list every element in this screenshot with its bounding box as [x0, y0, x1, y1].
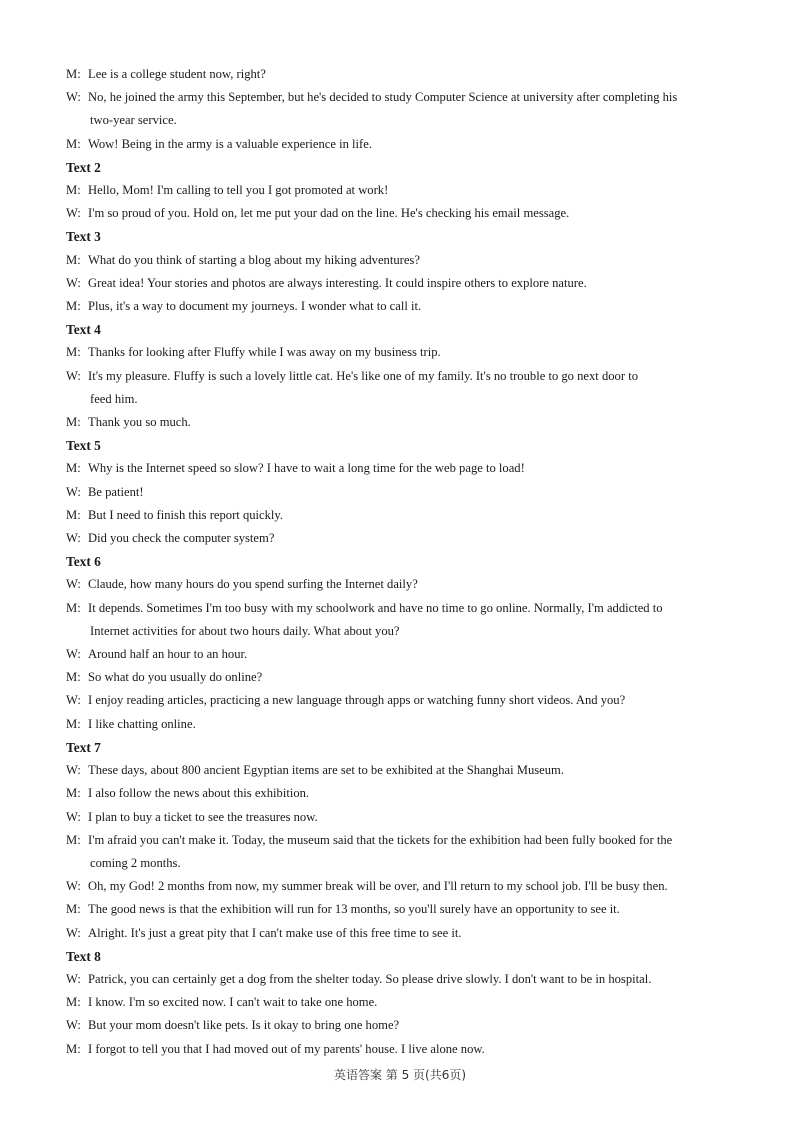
- dialogue-line: [66, 63, 738, 86]
- speaker-label: W:: [66, 879, 81, 894]
- dialogue-line: [66, 1014, 738, 1037]
- speaker-label: W:: [66, 368, 81, 383]
- transcript-document: [66, 63, 738, 1061]
- utterance-text: I also follow the news about this exhibition.: [88, 786, 310, 801]
- utterance-continuation: two-year service.: [90, 113, 177, 128]
- dialogue-line: [66, 295, 738, 318]
- utterance-text: It depends. Sometimes I'm too busy with my schoolwork and have no time to go online. Normally, I'm addicted to: [88, 600, 663, 615]
- dialogue-line: [66, 411, 738, 434]
- utterance-text: Around half an hour to an hour.: [88, 647, 248, 662]
- speaker-label: M:: [66, 461, 81, 476]
- dialogue-line: [66, 249, 738, 272]
- section-heading: Text 8: [66, 948, 101, 964]
- utterance-text: The good news is that the exhibition will run for 13 months, so you'll surely have an opportunity to see it.: [88, 902, 620, 917]
- utterance-text: Be patient!: [88, 484, 144, 499]
- utterance-text: I'm so proud of you. Hold on, let me put your dad on the line. He's checking his email message.: [88, 206, 570, 221]
- dialogue-line: [66, 922, 738, 945]
- dialogue-line: [66, 991, 738, 1014]
- dialogue-line: [66, 527, 738, 550]
- dialogue-line: [66, 689, 738, 712]
- utterance-text: I forgot to tell you that I had moved out of my parents' house. I live alone now.: [88, 1041, 485, 1056]
- utterance-text: Hello, Mom! I'm calling to tell you I got promoted at work!: [88, 183, 389, 198]
- utterance-text: I plan to buy a ticket to see the treasures now.: [88, 809, 318, 824]
- utterance-text: But your mom doesn't like pets. Is it okay to bring one home?: [88, 1018, 400, 1033]
- utterance-text: I like chatting online.: [88, 716, 196, 731]
- dialogue-line: [66, 759, 738, 782]
- dialogue-line: [66, 597, 738, 643]
- speaker-label: M:: [66, 670, 81, 685]
- speaker-label: M:: [66, 600, 81, 615]
- dialogue-line: [66, 272, 738, 295]
- speaker-label: W:: [66, 1018, 81, 1033]
- page-footer: 英语答案 第 5 页(共6页): [333, 1068, 467, 1082]
- utterance-text: I enjoy reading articles, practicing a new language through apps or watching funny short videos. And you?: [88, 693, 626, 708]
- utterance-text: Alright. It's just a great pity that I can't make use of this free time to see it.: [88, 925, 462, 940]
- utterance-text: I'm afraid you can't make it. Today, the museum said that the tickets for the exhibition had been fully booked for the: [88, 832, 673, 847]
- dialogue-line: [66, 1038, 738, 1061]
- utterance-text: But I need to finish this report quickly.: [88, 507, 284, 522]
- speaker-label: M:: [66, 415, 81, 430]
- utterance-text: Great idea! Your stories and photos are always interesting. It could inspire others to explore nature.: [88, 275, 587, 290]
- speaker-label: M:: [66, 507, 81, 522]
- utterance-text: Patrick, you can certainly get a dog from the shelter today. So please drive slowly. I don't want to be in hospital.: [88, 971, 652, 986]
- speaker-label: M:: [66, 716, 81, 731]
- speaker-label: W:: [66, 577, 81, 592]
- speaker-label: M:: [66, 299, 81, 314]
- speaker-label: W:: [66, 647, 81, 662]
- utterance-text: Oh, my God! 2 months from now, my summer break will be over, and I'll return to my school job. I'll be busy then.: [88, 879, 668, 894]
- speaker-label: M:: [66, 183, 81, 198]
- speaker-label: W:: [66, 206, 81, 221]
- speaker-label: M:: [66, 1041, 81, 1056]
- dialogue-line: [66, 457, 738, 480]
- speaker-label: W:: [66, 809, 81, 824]
- utterance-text: What do you think of starting a blog about my hiking adventures?: [88, 252, 420, 267]
- utterance-text: These days, about 800 ancient Egyptian items are set to be exhibited at the Shanghai Museum.: [88, 763, 564, 778]
- dialogue-line: [66, 829, 738, 875]
- dialogue-line: [66, 643, 738, 666]
- speaker-label: W:: [66, 971, 81, 986]
- dialogue-line: [66, 713, 738, 736]
- dialogue-line: [66, 782, 738, 805]
- dialogue-line: [66, 341, 738, 364]
- speaker-label: M:: [66, 345, 81, 360]
- dialogue-line: [66, 481, 738, 504]
- utterance-text: Claude, how many hours do you spend surfing the Internet daily?: [88, 577, 418, 592]
- speaker-label: M:: [66, 832, 81, 847]
- speaker-label: M:: [66, 136, 81, 151]
- speaker-label: M:: [66, 902, 81, 917]
- dialogue-line: [66, 86, 738, 132]
- dialogue-line: [66, 666, 738, 689]
- dialogue-line: [66, 202, 738, 225]
- dialogue-line: [66, 806, 738, 829]
- speaker-label: M:: [66, 786, 81, 801]
- section-heading: Text 6: [66, 554, 101, 570]
- section-heading: Text 3: [66, 229, 101, 245]
- dialogue-line: [66, 365, 738, 411]
- speaker-label: W:: [66, 925, 81, 940]
- section-heading: Text 7: [66, 739, 101, 755]
- speaker-label: W:: [66, 90, 81, 105]
- utterance-text: It's my pleasure. Fluffy is such a lovely little cat. He's like one of my family. It's no trouble to go next door to: [88, 368, 638, 383]
- section-heading: Text 2: [66, 159, 101, 175]
- dialogue-line: [66, 573, 738, 596]
- dialogue-line: [66, 875, 738, 898]
- dialogue-line: [66, 898, 738, 921]
- utterance-text: Did you check the computer system?: [88, 531, 275, 546]
- speaker-label: W:: [66, 484, 81, 499]
- dialogue-line: [66, 133, 738, 156]
- speaker-label: W:: [66, 763, 81, 778]
- dialogue-line: [66, 179, 738, 202]
- speaker-label: W:: [66, 531, 81, 546]
- section-heading: Text 5: [66, 438, 101, 454]
- utterance-continuation: coming 2 months.: [90, 855, 181, 870]
- utterance-continuation: feed him.: [90, 391, 138, 406]
- utterance-text: No, he joined the army this September, but he's decided to study Computer Science at university after completing his: [88, 90, 678, 105]
- utterance-text: Why is the Internet speed so slow? I have to wait a long time for the web page to load!: [88, 461, 525, 476]
- utterance-text: Thank you so much.: [88, 415, 191, 430]
- speaker-label: W:: [66, 693, 81, 708]
- utterance-text: I know. I'm so excited now. I can't wait to take one home.: [88, 995, 378, 1010]
- dialogue-line: [66, 504, 738, 527]
- speaker-label: M:: [66, 67, 81, 81]
- speaker-label: M:: [66, 995, 81, 1010]
- utterance-text: Wow! Being in the army is a valuable experience in life.: [88, 136, 372, 151]
- speaker-label: W:: [66, 275, 81, 290]
- utterance-text: Lee is a college student now, right?: [88, 67, 266, 81]
- utterance-text: Thanks for looking after Fluffy while I was away on my business trip.: [88, 345, 441, 360]
- utterance-continuation: Internet activities for about two hours daily. What about you?: [90, 623, 400, 638]
- speaker-label: M:: [66, 252, 81, 267]
- utterance-text: Plus, it's a way to document my journeys. I wonder what to call it.: [88, 299, 422, 314]
- dialogue-line: [66, 968, 738, 991]
- section-heading: Text 4: [66, 322, 101, 338]
- utterance-text: So what do you usually do online?: [88, 670, 263, 685]
